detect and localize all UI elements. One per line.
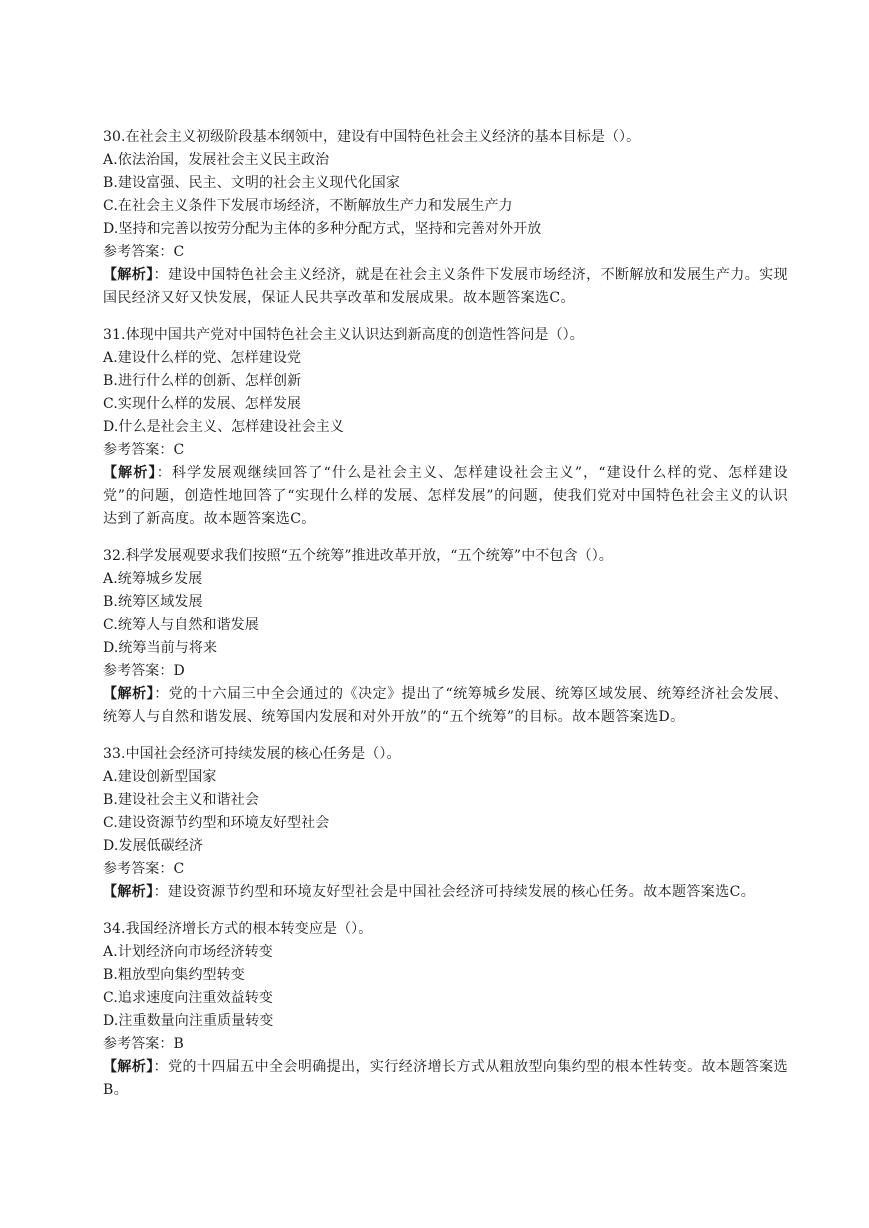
answer: 参考答案：D (103, 663, 185, 679)
answer: 参考答案：C (103, 244, 185, 260)
answer: 参考答案：C (103, 442, 185, 458)
answer: 参考答案：B (103, 1036, 184, 1052)
analysis (103, 462, 788, 531)
question-stem: 34.我国经济增长方式的根本转变应是（）。 (103, 921, 373, 937)
analysis-label: 【解析】 (103, 1059, 154, 1075)
analysis-text: ：建设中国特色社会主义经济，就是在社会主义条件下发展市场经济，不断解放和发展生产力。实现国民经济又好又快发展，保证人民共享改革和发展成果。故本题答案选C。 (103, 267, 788, 306)
option-d: D.坚持和完善以按劳分配为主体的多种分配方式，坚持和完善对外开放 (103, 221, 542, 237)
option-a: A.计划经济向市场经济转变 (103, 944, 273, 960)
option-d: D.统筹当前与将来 (103, 640, 218, 656)
analysis (103, 264, 788, 310)
option-c: C.追求速度向注重效益转变 (103, 990, 273, 1006)
question-30 (103, 126, 788, 310)
analysis-text: ：建设资源节约型和环境友好型社会是中国社会经济可持续发展的核心任务。故本题答案选C。 (153, 884, 756, 900)
question-list (103, 126, 788, 1116)
option-d: D.发展低碳经济 (103, 838, 203, 854)
question-33 (103, 743, 788, 904)
option-b: B.统筹区域发展 (103, 594, 203, 610)
option-c: C.统筹人与自然和谐发展 (103, 617, 259, 633)
analysis-text: ：科学发展观继续回答了“什么是社会主义、怎样建设社会主义”，“建设什么样的党、怎样建设党”的问题，创造性地回答了“实现什么样的发展、怎样发展”的问题，使我们党对中国特色社会主义的认识达到了新高度。故本题答案选C。 (103, 465, 789, 527)
answer: 参考答案：C (103, 861, 185, 877)
analysis-label: 【解析】 (103, 465, 157, 481)
question-stem: 30.在社会主义初级阶段基本纲领中，建设有中国特色社会主义经济的基本目标是（）。 (103, 129, 641, 145)
option-c: C.在社会主义条件下发展市场经济，不断解放生产力和发展生产力 (103, 198, 513, 214)
analysis (103, 683, 788, 729)
option-c: C.建设资源节约型和环境友好型社会 (103, 815, 330, 831)
analysis-label: 【解析】 (103, 884, 154, 900)
analysis-text: ：党的十六届三中全会通过的《决定》提出了“统筹城乡发展、统筹区域发展、统筹经济社会发展、统筹人与自然和谐发展、统筹国内发展和对外开放”的“五个统筹”的目标。故本题答案选D。 (103, 686, 788, 725)
question-stem: 32.科学发展观要求我们按照“五个统筹”推进改革开放，“五个统筹”中不包含（）。 (103, 548, 613, 564)
option-b: B.建设富强、民主、文明的社会主义现代化国家 (103, 175, 400, 191)
analysis-label: 【解析】 (103, 267, 154, 283)
option-a: A.建设创新型国家 (103, 769, 217, 785)
analysis (103, 1056, 788, 1102)
option-c: C.实现什么样的发展、怎样发展 (103, 396, 302, 412)
question-34 (103, 918, 788, 1102)
analysis-text: ：党的十四届五中全会明确提出，实行经济增长方式从粗放型向集约型的根本性转变。故本题答案选B。 (103, 1059, 788, 1098)
option-b: B.建设社会主义和谐社会 (103, 792, 259, 808)
analysis (103, 881, 788, 904)
option-a: A.依法治国，发展社会主义民主政治 (103, 152, 330, 168)
option-d: D.注重数量向注重质量转变 (103, 1013, 274, 1029)
option-b: B.粗放型向集约型转变 (103, 967, 245, 983)
analysis-label: 【解析】 (103, 686, 155, 702)
question-stem: 33.中国社会经济可持续发展的核心任务是（）。 (103, 746, 401, 762)
option-d: D.什么是社会主义、怎样建设社会主义 (103, 419, 344, 435)
question-32 (103, 545, 788, 729)
option-a: A.建设什么样的党、怎样建设党 (103, 350, 302, 366)
option-b: B.进行什么样的创新、怎样创新 (103, 373, 302, 389)
question-stem: 31.体现中国共产党对中国特色社会主义认识达到新高度的创造性答问是（）。 (103, 327, 584, 343)
question-31 (103, 324, 788, 531)
option-a: A.统筹城乡发展 (103, 571, 203, 587)
